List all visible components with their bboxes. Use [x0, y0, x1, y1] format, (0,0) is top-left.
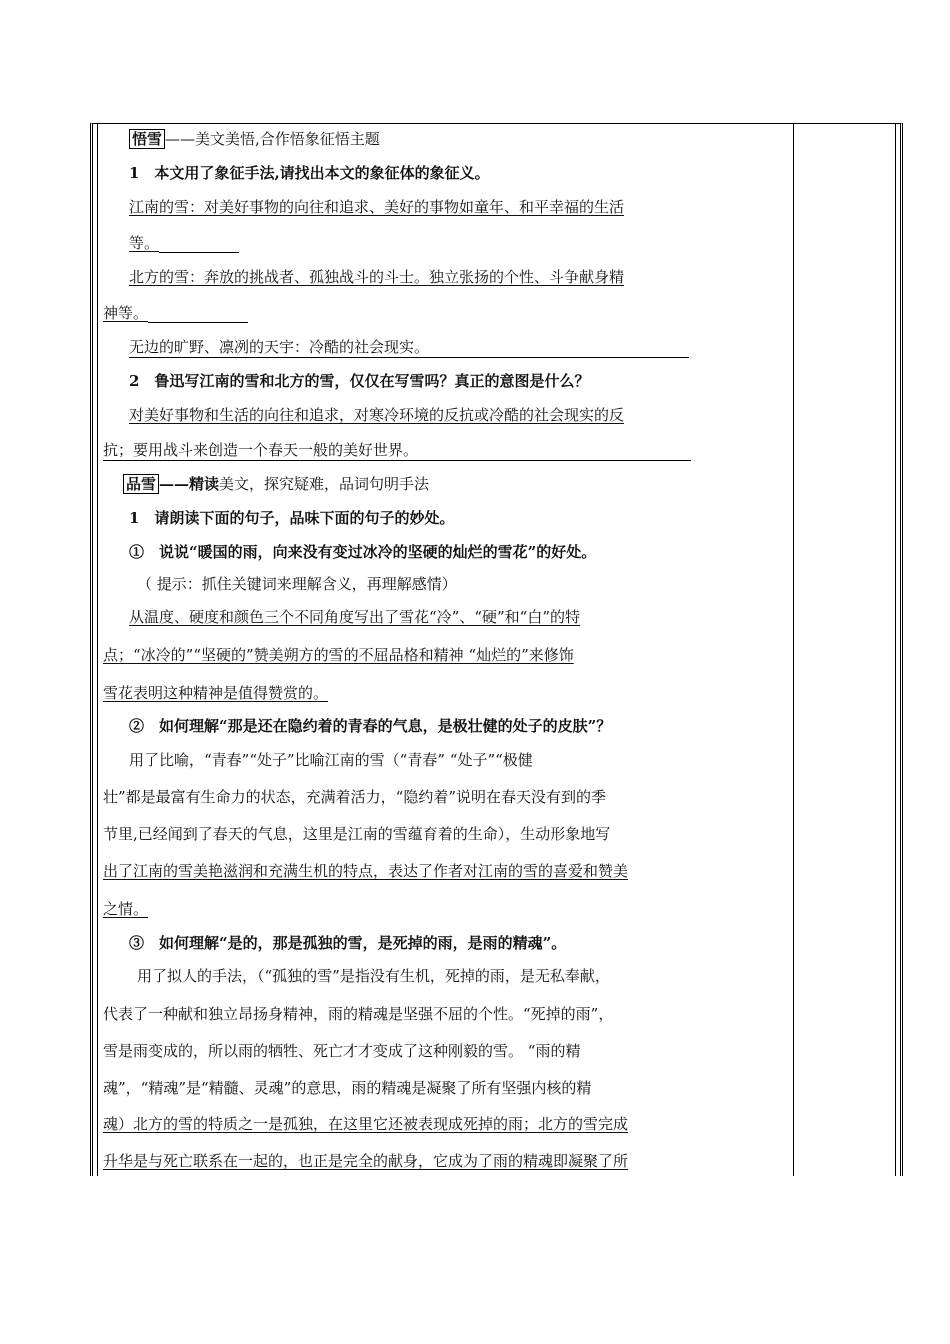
section2-sub3-answer-d: 魂”，“精魂”是“精髓、灵魂”的意思，雨的精魂是凝聚了所有坚强内核的精 [103, 1079, 592, 1097]
section2-sub-question-3: ③ 如何理解“是的，那是孤独的雪，是死掉的雨，是雨的精魂”。 [129, 934, 567, 952]
section2-sub3-answer-a: 用了拟人的手法，（“孤独的雪”是指没有生机，死掉的雨，是无私奉献， [137, 967, 610, 985]
section1-answer-3: 无边的旷野、凛冽的天宇：冷酷的社会现实。 [103, 337, 721, 358]
section2-sub3-answer-f: 升华是与死亡联系在一起的，也正是完全的献身，它成为了雨的精魂即凝聚了所 [103, 1152, 629, 1170]
section2-sub3-answer-e: 魂）北方的雪的特质之一是孤独，在这里它还被表现成死掉的雨；北方的雪完成 [103, 1115, 629, 1133]
section2-title-box: 品雪 [123, 474, 159, 494]
section2-hint: （ 提示：抓住关键词来理解含义，再理解感情） [137, 575, 457, 593]
section1-answer-2b: 神等。 [103, 303, 695, 323]
section2-sub3-answer-b: 代表了一种献和独立昂扬身精神，雨的精魂是坚强不屈的个性。“死掉的雨”， [103, 1005, 614, 1023]
section2-sub2-answer-a: 用了比喻，“青春”“处子”比喻江南的雪（“青春” “处子”“极健 [129, 751, 533, 769]
section1-answer-q2a: 对美好事物和生活的向往和追求，对寒冷环境的反抗或冷酷的社会现实的反 [129, 406, 625, 424]
section1-answer-q2b: 抗；要用战斗来创造一个春天一般的美好世界。 [103, 440, 695, 461]
section1-title-box: 悟雪 [129, 129, 165, 149]
section2-sub1-answer-c: 雪花表明这种精神是值得赞赏的。 [103, 684, 329, 702]
section1-question-2: 2 鲁迅写江南的雪和北方的雪，仅仅在写雪吗？真正的意图是什么？ [129, 372, 590, 390]
section2-sub1-answer-a: 从温度、硬度和颜色三个不同角度写出了雪花“冷”、“硬”和“白”的特 [129, 608, 581, 626]
section1-answer-1a: 江南的雪：对美好事物的向往和追求、美好的事物如童年、和平幸福的生活 [129, 198, 625, 216]
section2-title-dash: ——精读 [159, 475, 220, 493]
frame-inner-left-border [97, 124, 98, 1176]
section2-sub2-answer-d: 出了江南的雪美艳滋润和充满生机的特点，表达了作者对江南的雪的喜爱和赞美 [103, 862, 629, 880]
section2-sub-question-1: ① 说说“暖国的雨，向来没有变过冰冷的坚硬的灿烂的雪花”的好处。 [129, 543, 597, 561]
section1-title-rest: ——美文美悟,合作悟象征悟主题 [165, 130, 380, 148]
section1-answer-1b: 等。 [103, 233, 721, 253]
section2-sub2-answer-b: 壮”都是最富有生命力的状态，充满着活力，“隐约着”说明在春天没有到的季 [103, 788, 607, 806]
section2-title-rest: 美文，探究疑难，品词句明手法 [219, 475, 430, 493]
section1-question-1: 1 本文用了象征手法,请找出本文的象征体的象征义。 [129, 164, 490, 182]
section2-sub3-answer-c: 雪是雨变成的，所以雨的牺牲、死亡才才变成了这种刚毅的雪。 “雨的精 [103, 1042, 581, 1060]
section2-sub2-answer-c: 节里,已经闻到了春天的气息，这里是江南的雪蕴育着的生命），生动形象地写 [103, 825, 611, 843]
section2-sub2-answer-e: 之情。 [103, 900, 149, 918]
frame-inner-right-border [895, 124, 896, 1176]
column-divider [793, 124, 794, 1176]
section2-heading [103, 474, 695, 494]
section1-heading [103, 129, 695, 149]
section2-sub1-answer-b: 点；“冰冷的”“坚硬的”赞美朔方的雪的不屈品格和精神 “灿烂的”来修饰 [103, 646, 574, 664]
section2-sub-question-2: ② 如何理解“那是还在隐约着的青春的气息，是极壮健的处子的皮肤”？ [129, 717, 612, 735]
section2-question-1: 1 请朗读下面的句子，品味下面的句子的妙处。 [129, 509, 455, 527]
section1-answer-2a: 北方的雪：奔放的挑战者、孤独战斗的斗士。独立张扬的个性、斗争献身精 [129, 268, 625, 286]
